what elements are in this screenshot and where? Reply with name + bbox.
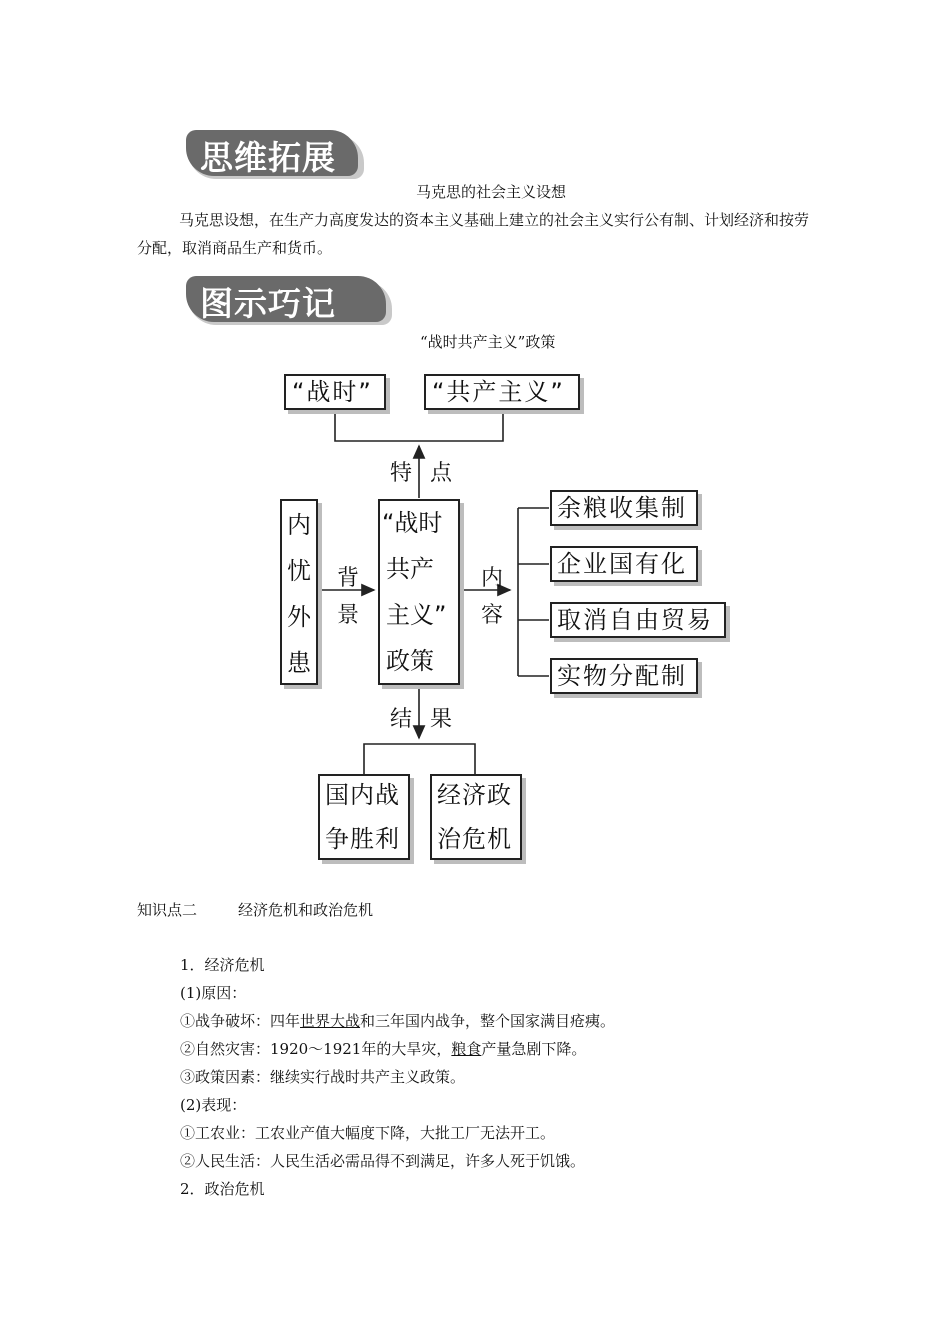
cause-disaster bbox=[180, 1039, 586, 1059]
thinking-title: 马克思的社会主义设想 bbox=[416, 183, 567, 201]
label-content-1: 内 bbox=[481, 566, 504, 591]
cause-war-underlined: 世界大战 bbox=[300, 1012, 361, 1030]
label-background-1: 背 bbox=[337, 566, 360, 591]
banner-text: 图示巧记 bbox=[200, 284, 336, 323]
cause-disaster-post: 产量急剧下降。 bbox=[481, 1040, 587, 1058]
feature-wartime-box bbox=[284, 374, 386, 410]
label-feature-1: 特 bbox=[390, 461, 413, 486]
sub-causes: (1)原因： bbox=[180, 984, 247, 1002]
cause-war-post: 和三年国内战争，整个国家满目疮痍。 bbox=[360, 1012, 616, 1030]
content-box bbox=[550, 546, 698, 582]
cause-war bbox=[180, 1011, 615, 1031]
knowledge-heading-num: 知识点二 bbox=[137, 901, 198, 919]
center-line: 政策 bbox=[386, 647, 434, 675]
thinking-body-text: 马克思设想，在生产力高度发达的资本主义基础上建立的社会主义实行公有制、计划经济和按劳分配，取消商品生产和货币。 bbox=[137, 211, 810, 257]
label-result-2: 果 bbox=[430, 707, 453, 732]
content-text: 实物分配制 bbox=[557, 662, 687, 690]
manifest-industry: ①工农业：工农业产值大幅度下降，大批工厂无法开工。 bbox=[180, 1124, 556, 1142]
banner-text: 思维拓展 bbox=[200, 138, 336, 177]
sub-manifestations: (2)表现： bbox=[180, 1096, 247, 1114]
background-char: 外 bbox=[287, 603, 311, 631]
background-box bbox=[280, 499, 318, 685]
label-background-2: 景 bbox=[337, 603, 360, 628]
result-victory-line: 争胜利 bbox=[325, 825, 400, 853]
content-text: 余粮收集制 bbox=[557, 494, 687, 522]
center-line: 共产 bbox=[386, 555, 434, 583]
result-crisis-line: 治危机 bbox=[437, 825, 512, 853]
content-text: 企业国有化 bbox=[557, 550, 687, 578]
result-crisis-line: 经济政 bbox=[437, 781, 512, 809]
content-text: 取消自由贸易 bbox=[557, 606, 713, 634]
label-result-1: 结 bbox=[390, 707, 413, 732]
label-feature-2: 点 bbox=[430, 461, 453, 486]
manifest-livelihood: ②人民生活：人民生活必需品得不到满足，许多人死于饥饿。 bbox=[180, 1152, 586, 1170]
content-box bbox=[550, 658, 698, 694]
item-economic-crisis: 1．经济危机 bbox=[180, 956, 265, 974]
content-box bbox=[550, 602, 726, 638]
label-content-2: 容 bbox=[481, 603, 504, 628]
knowledge-heading-title: 经济危机和政治危机 bbox=[238, 901, 374, 919]
background-char: 患 bbox=[287, 649, 311, 677]
feature-wartime-text: “战时” bbox=[292, 378, 373, 406]
background-char: 内 bbox=[287, 511, 311, 539]
center-line: 主义” bbox=[386, 601, 447, 629]
result-victory-line: 国内战 bbox=[325, 781, 400, 809]
result-crisis-box bbox=[430, 774, 522, 860]
result-victory-box bbox=[318, 774, 410, 860]
feature-communism-text: “共产主义” bbox=[432, 378, 565, 406]
center-policy-box bbox=[378, 499, 460, 685]
cause-disaster-pre: ②自然灾害：1920～1921年的大旱灾， bbox=[180, 1040, 452, 1058]
diagram-title: “战时共产主义”政策 bbox=[420, 333, 556, 351]
cause-policy: ③政策因素：继续实行战时共产主义政策。 bbox=[180, 1068, 466, 1086]
content-box bbox=[550, 490, 698, 526]
cause-disaster-underlined: 粮食 bbox=[451, 1040, 482, 1058]
cause-war-pre: ①战争破坏：四年 bbox=[180, 1012, 301, 1030]
background-char: 忧 bbox=[287, 557, 311, 585]
item-political-crisis: 2．政治危机 bbox=[180, 1180, 265, 1198]
center-line: “战时 bbox=[382, 509, 443, 537]
feature-communism-box bbox=[424, 374, 580, 410]
